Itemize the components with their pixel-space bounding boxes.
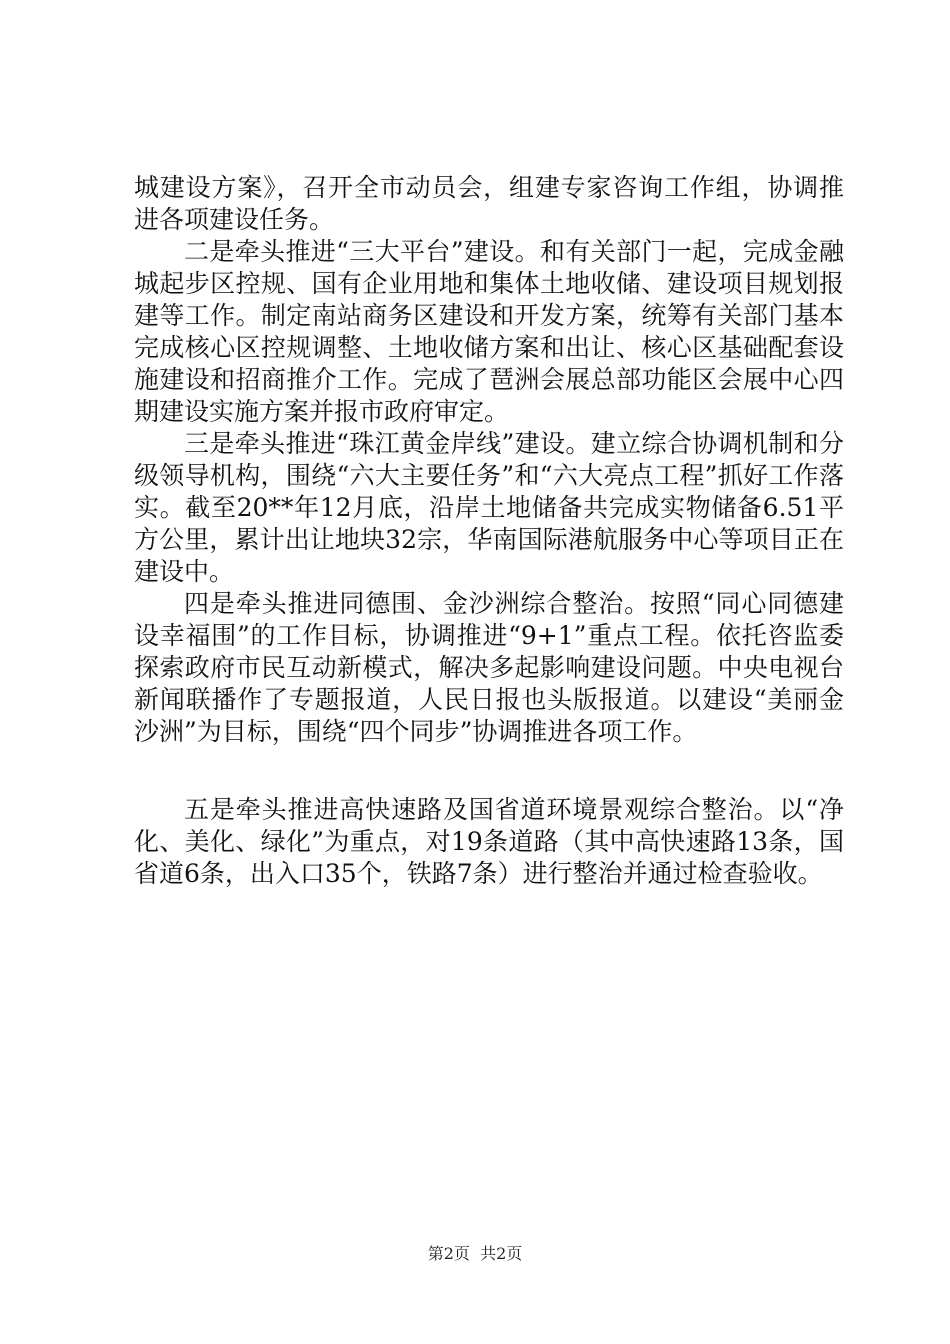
page-number: 第2页 — [427, 1244, 470, 1263]
paragraph-spacer — [134, 748, 844, 794]
document-body — [134, 172, 844, 890]
paragraph-three-platforms: 二是牵头推进“三大平台”建设。和有关部门一起，完成金融城起步区控规、国有企业用地和集体土地收储、建设项目规划报建等工作。制定南站商务区建设和开发方案，统筹有关部门基本完成核心区控规调整、土地收储方案和出让、核心区基础配套设施建设和招商推介工作。完成了琶洲会展总部功能区会展中心四期建设实施方案并报市政府审定。 — [134, 237, 844, 426]
paragraph-pearl-river-coastline: 三是牵头推进“珠江黄金岸线”建设。建立综合协调机制和分级领导机构，围绕“六大主要任务”和“六大亮点工程”抓好工作落实。截至20**年12月底，沿岸土地储备共完成实物储备6.51平方公里，累计出让地块32宗，华南国际港航服务中心等项目正在建设中。 — [134, 429, 844, 586]
paragraph-continuation: 城建设方案》，召开全市动员会，组建专家咨询工作组，协调推进各项建设任务。 — [134, 173, 844, 234]
paragraph-tongdewei-jinshazhou: 四是牵头推进同德围、金沙洲综合整治。按照“同心同德建设幸福围”的工作目标，协调推进“9+1”重点工程。依托咨监委探索政府市民互动新模式，解决多起影响建设问题。中央电视台新闻联播作了专题报道，人民日报也头版报道。以建设“美丽金沙洲”为目标，围绕“四个同步”协调推进各项工作。 — [134, 589, 844, 746]
page-footer — [0, 1244, 950, 1264]
page-total: 共2页 — [480, 1244, 523, 1263]
paragraph-expressway-landscape: 五是牵头推进高快速路及国省道环境景观综合整治。以“净化、美化、绿化”为重点，对19条道路（其中高快速路13条，国省道6条，出入口35个，铁路7条）进行整治并通过检查验收。 — [134, 795, 844, 888]
